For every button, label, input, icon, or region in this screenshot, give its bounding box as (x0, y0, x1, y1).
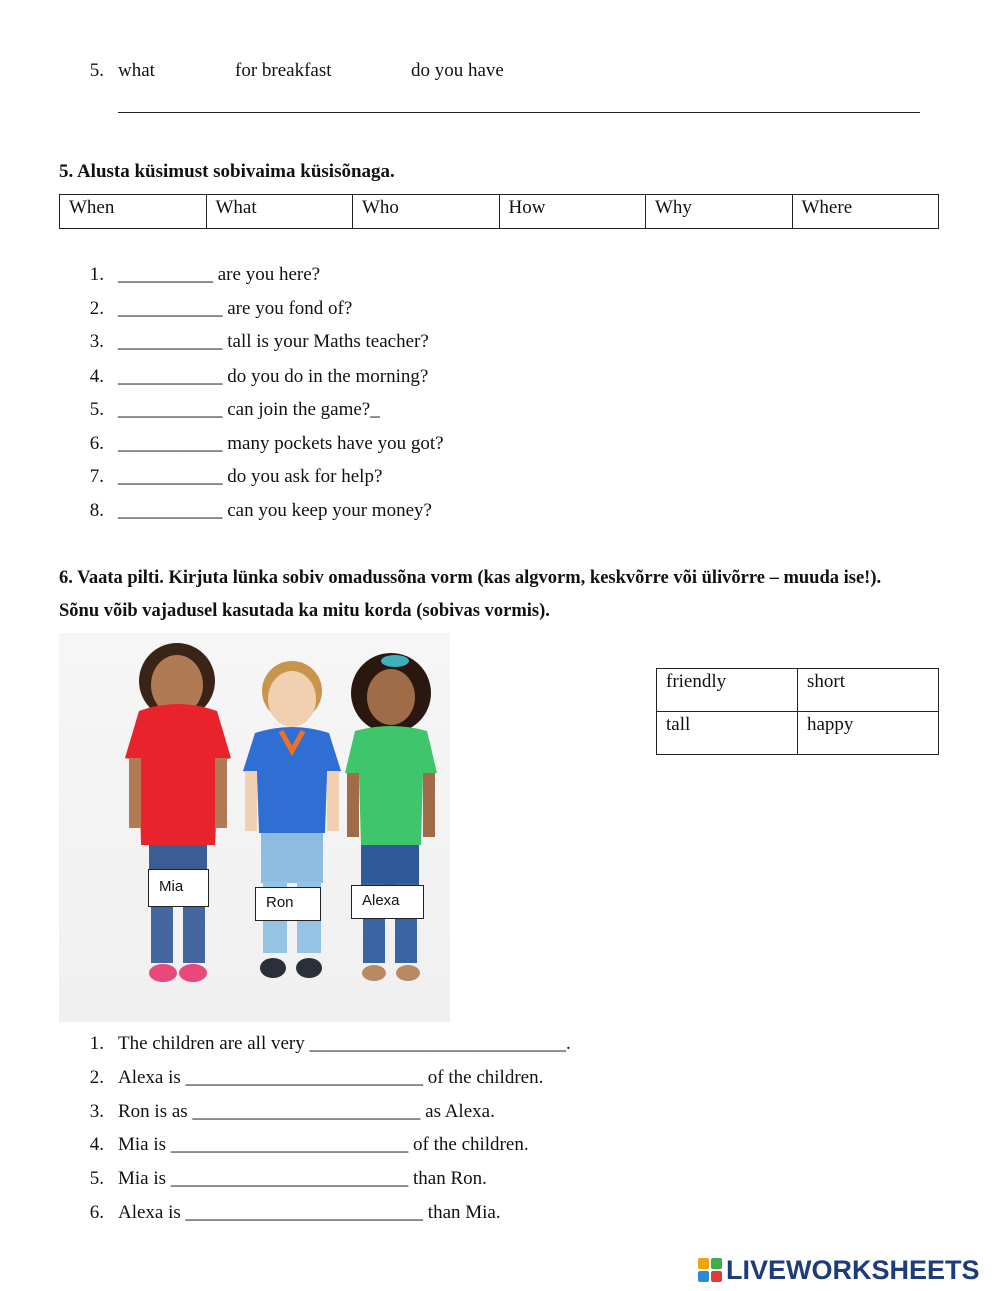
item-number: 3. (89, 331, 104, 352)
children-illustration (59, 633, 450, 1022)
logo-text: LIVEWORKSHEETS (726, 1254, 980, 1285)
item-number: 5. (89, 1168, 104, 1189)
item-text[interactable]: Ron is as ________________________ as Alexa. (118, 1101, 495, 1122)
word-cell: friendly (657, 669, 798, 712)
question-word-table (59, 194, 939, 229)
logo-tile (711, 1271, 722, 1282)
label-alexa[interactable]: Alexa (351, 885, 424, 919)
exercise-6-title-line1: 6. Vaata pilti. Kirjuta lünka sobiv omadussõna vorm (kas algvorm, keskvõrre või ülivõrre – muuda ise!). (59, 568, 882, 588)
word-cell: Who (353, 195, 500, 229)
item-number: 5. (89, 399, 104, 420)
item-number: 2. (89, 298, 104, 319)
child-ron (243, 661, 341, 978)
item-text[interactable]: Alexa is _________________________ than Mia. (118, 1202, 501, 1223)
word-cell: tall (657, 712, 798, 755)
item-number: 1. (89, 1033, 104, 1054)
liveworksheets-logo (698, 1254, 980, 1286)
logo-tile (711, 1258, 722, 1269)
item-text[interactable]: ___________ do you do in the morning? (118, 366, 429, 387)
word-cell: What (206, 195, 353, 229)
answer-line[interactable] (118, 112, 920, 113)
item-number: 1. (89, 264, 104, 285)
child-alexa (345, 653, 437, 981)
item-number: 7. (89, 466, 104, 487)
word-cell: short (798, 669, 939, 712)
word-cell: When (60, 195, 207, 229)
logo-tile (698, 1271, 709, 1282)
item-text[interactable]: ___________ do you ask for help? (118, 466, 383, 487)
item-text[interactable]: __________ are you here? (118, 264, 321, 285)
exercise-6-title-line2: Sõnu võib vajadusel kasutada ka mitu korda (sobivas vormis). (59, 601, 550, 621)
item-number: 6. (89, 1202, 104, 1223)
word-chunk: for breakfast (235, 60, 332, 81)
item-text[interactable]: Alexa is _________________________ of the children. (118, 1067, 544, 1088)
adjective-table (656, 668, 939, 755)
word-chunk: what (118, 60, 155, 81)
item-text[interactable]: Mia is _________________________ than Ron. (118, 1168, 487, 1189)
item-number: 2. (89, 1067, 104, 1088)
child-mia (125, 643, 231, 982)
item-text[interactable]: The children are all very ___________________________. (118, 1033, 571, 1054)
item-text[interactable]: ___________ many pockets have you got? (118, 433, 444, 454)
label-mia[interactable]: Mia (148, 869, 209, 907)
item-number: 4. (89, 366, 104, 387)
item-text[interactable]: ___________ are you fond of? (118, 298, 353, 319)
word-cell: Where (792, 195, 939, 229)
label-ron[interactable]: Ron (255, 887, 321, 921)
logo-icon (698, 1258, 722, 1282)
children-photo (59, 633, 450, 1022)
item-number: 5. (89, 60, 104, 81)
item-text[interactable]: ___________ tall is your Maths teacher? (118, 331, 429, 352)
item-number: 6. (89, 433, 104, 454)
word-cell: happy (798, 712, 939, 755)
word-chunk: do you have (411, 60, 504, 81)
item-number: 3. (89, 1101, 104, 1122)
logo-tile (698, 1258, 709, 1269)
item-text[interactable]: ___________ can join the game?_ (118, 399, 380, 420)
item-text[interactable]: Mia is _________________________ of the children. (118, 1134, 529, 1155)
word-cell: How (499, 195, 646, 229)
word-cell: Why (646, 195, 793, 229)
exercise-5-title: 5. Alusta küsimust sobivaima küsisõnaga. (59, 161, 395, 182)
item-number: 4. (89, 1134, 104, 1155)
item-number: 8. (89, 500, 104, 521)
item-text[interactable]: ___________ can you keep your money? (118, 500, 432, 521)
